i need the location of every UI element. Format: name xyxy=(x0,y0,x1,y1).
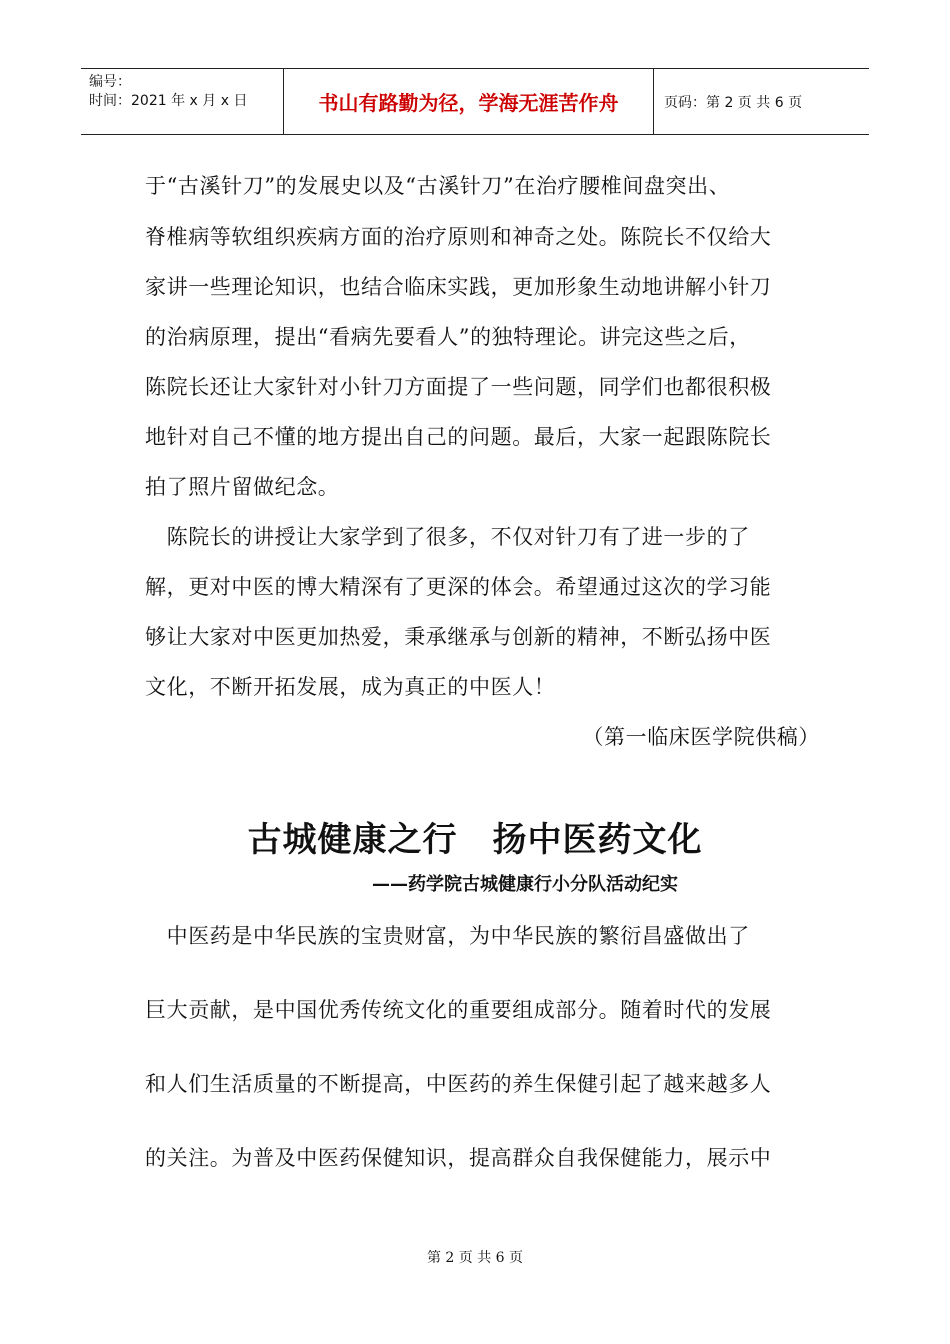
article-1-line: 于“古溪针刀”的发展史以及“古溪针刀”在治疗腰椎间盘突出、 xyxy=(145,174,731,198)
header-meta xyxy=(81,69,283,134)
header-page-code: 页码：第 2 页 共 6 页 xyxy=(664,94,803,111)
article-1-line: 够让大家对中医更加热爱，秉承继承与创新的精神，不断弘扬中医 xyxy=(145,625,772,649)
article-2-line: 和人们生活质量的不断提高，中医药的养生保健引起了越来越多人 xyxy=(145,1072,772,1096)
page-footer: 第 2 页 共 6 页 xyxy=(426,1250,524,1266)
article-1-line: 的治病原理，提出“看病先要看人”的独特理论。讲完这些之后， xyxy=(145,325,751,349)
article-1-line: 家讲一些理论知识，也结合临床实践，更加形象生动地讲解小针刀 xyxy=(145,275,772,299)
article-1-line: 脊椎病等软组织疾病方面的治疗原则和神奇之处。陈院长不仅给大 xyxy=(145,225,772,249)
time-label: 时间：2021 年 x 月 x 日 xyxy=(89,93,248,109)
article-2-line: 的关注。为普及中医药保健知识，提高群众自我保健能力，展示中 xyxy=(145,1146,772,1170)
article-1-line: 陈院长的讲授让大家学到了很多，不仅对针刀有了进一步的了 xyxy=(145,525,750,549)
article-1-line: 拍了照片留做纪念。 xyxy=(145,475,340,499)
article-1-line: 文化，不断开拓发展，成为真正的中医人！ xyxy=(145,675,556,699)
header-motto: 书山有路勤为径，学海无涯苦作舟 xyxy=(283,69,654,134)
article-2-line: 巨大贡献，是中国优秀传统文化的重要组成部分。随着时代的发展 xyxy=(145,998,772,1022)
article-1-line: 地针对自己不懂的地方提出自己的问题。最后，大家一起跟陈院长 xyxy=(145,425,772,449)
article-1-credit: （第一临床医学院供稿） xyxy=(582,725,820,749)
article-2-title: 古城健康之行 扬中医药文化 xyxy=(247,820,703,860)
article-2-line: 中医药是中华民族的宝贵财富，为中华民族的繁衍昌盛做出了 xyxy=(145,924,750,948)
article-1-line: 解，更对中医的博大精深有了更深的体会。希望通过这次的学习能 xyxy=(145,575,772,599)
article-2-subtitle: ——药学院古城健康行小分队活动纪实 xyxy=(372,874,678,895)
page-header xyxy=(81,68,869,135)
number-label: 编号： xyxy=(89,74,131,90)
article-1-line: 陈院长还让大家针对小针刀方面提了一些问题，同学们也都很积极 xyxy=(145,375,772,399)
